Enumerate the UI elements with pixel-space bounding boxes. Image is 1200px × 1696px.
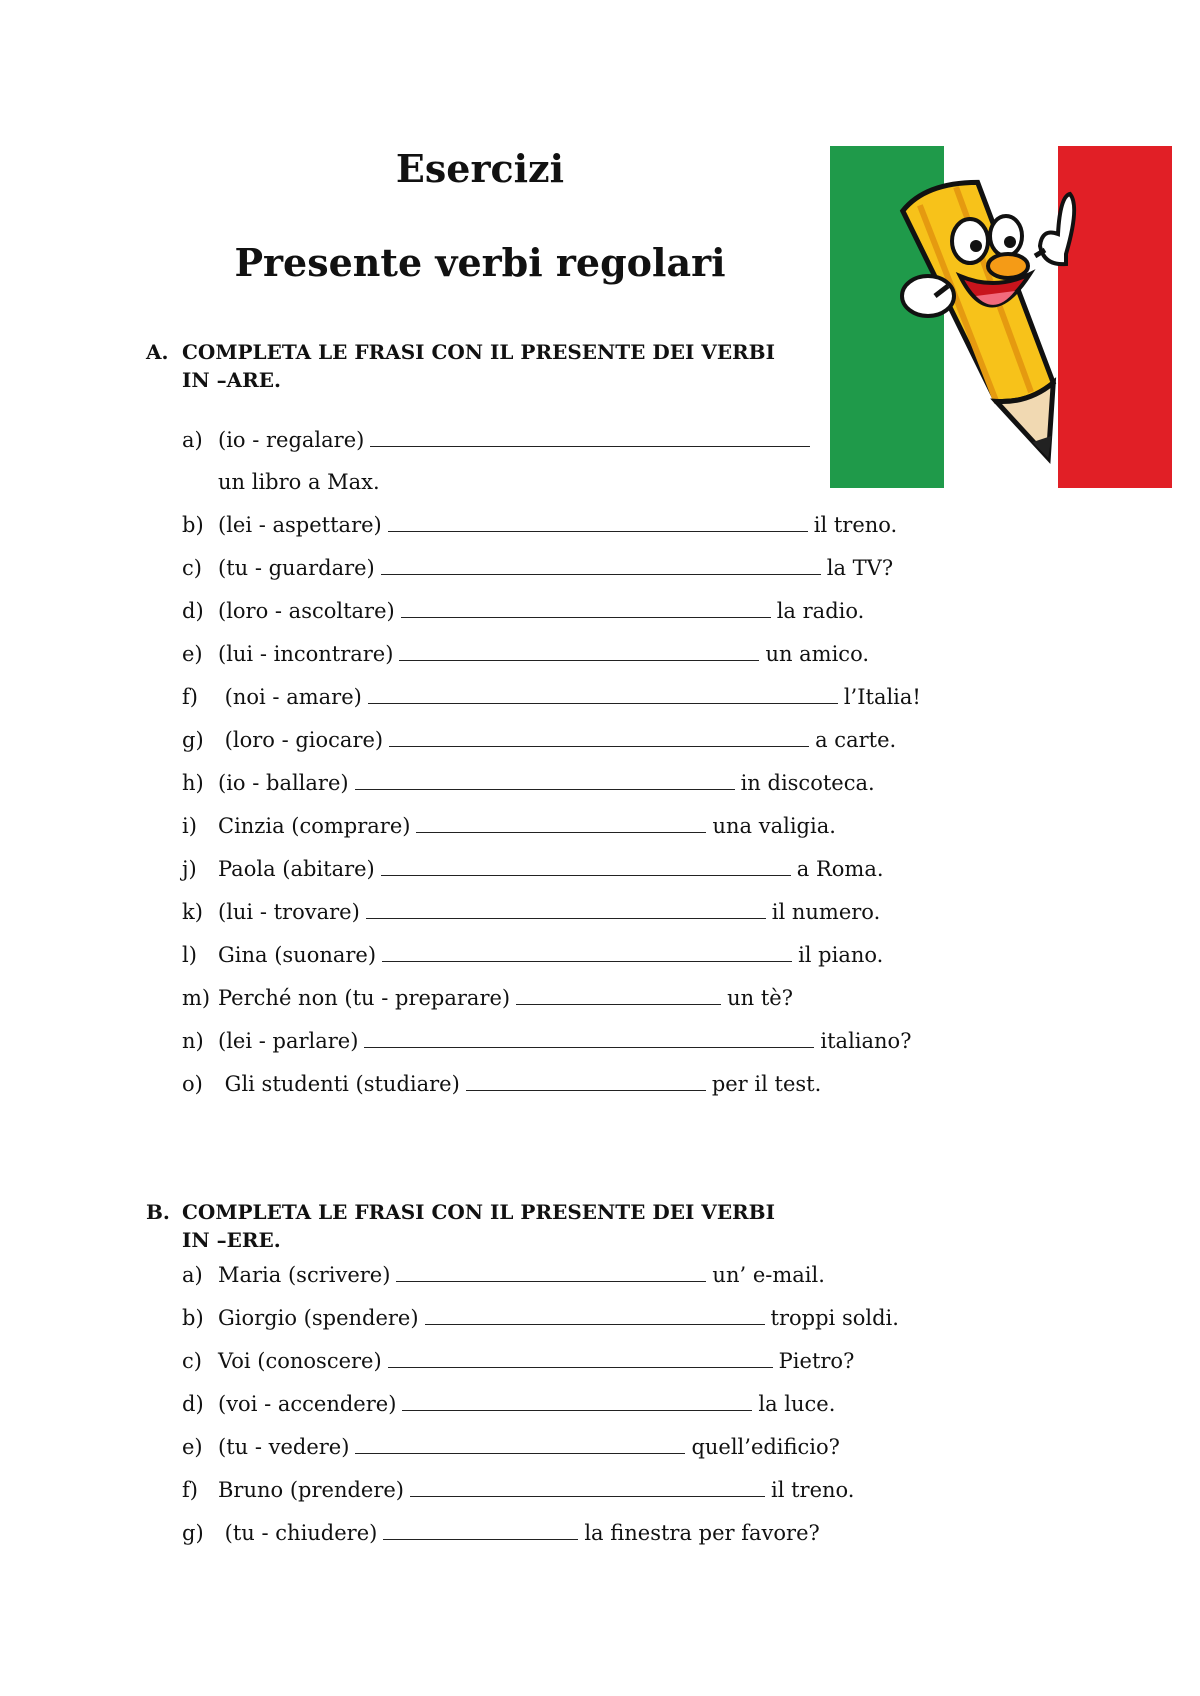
answer-blank[interactable] xyxy=(416,812,706,833)
answer-blank[interactable] xyxy=(402,1390,752,1411)
exercise-item: n) (lei - parlare) italiano? xyxy=(182,1029,912,1053)
answer-blank[interactable] xyxy=(368,683,838,704)
answer-blank[interactable] xyxy=(381,855,791,876)
answer-blank[interactable] xyxy=(401,597,771,618)
exercise-item: d) (loro - ascoltare) la radio. xyxy=(182,599,865,623)
answer-blank[interactable] xyxy=(516,984,721,1005)
exercise-item: m) Perché non (tu - preparare) un tè? xyxy=(182,986,793,1010)
answer-blank[interactable] xyxy=(355,1433,685,1454)
exercise-item: l) Gina (suonare) il piano. xyxy=(182,943,884,967)
exercise-item: e) (lui - incontrare) un amico. xyxy=(182,642,870,666)
answer-blank[interactable] xyxy=(370,426,810,447)
section-b-letter: B. xyxy=(146,1200,170,1224)
answer-blank[interactable] xyxy=(399,640,759,661)
exercise-item: o) Gli studenti (studiare) per il test. xyxy=(182,1072,822,1096)
pencil-mascot-flag-icon xyxy=(830,146,1172,488)
exercise-item: c) Voi (conoscere) Pietro? xyxy=(182,1349,855,1373)
answer-blank[interactable] xyxy=(466,1070,706,1091)
answer-blank[interactable] xyxy=(383,1519,578,1540)
exercise-item: b) (lei - aspettare) il treno. xyxy=(182,513,898,537)
answer-blank[interactable] xyxy=(381,554,821,575)
exercise-item: f) Bruno (prendere) il treno. xyxy=(182,1478,855,1502)
exercise-item: j) Paola (abitare) a Roma. xyxy=(182,857,884,881)
exercise-item: a) Maria (scrivere) un’ e-mail. xyxy=(182,1263,825,1287)
section-a-instruction: COMPLETA LE FRASI CON IL PRESENTE DEI VERBI IN –ARE. xyxy=(182,340,775,392)
answer-blank[interactable] xyxy=(355,769,735,790)
page-subtitle: Presente verbi regolari xyxy=(234,240,726,285)
section-a-letter: A. xyxy=(146,340,169,364)
answer-blank[interactable] xyxy=(364,1027,814,1048)
answer-blank[interactable] xyxy=(396,1261,706,1282)
answer-blank[interactable] xyxy=(388,511,808,532)
answer-blank[interactable] xyxy=(410,1476,765,1497)
exercise-item: a) (io - regalare) xyxy=(182,425,816,455)
exercise-item: e) (tu - vedere) quell’edificio? xyxy=(182,1435,840,1459)
exercise-item: c) (tu - guardare) la TV? xyxy=(182,556,894,580)
exercise-item-continuation: un libro a Max. xyxy=(218,470,380,494)
exercise-item: f) (noi - amare) l’Italia! xyxy=(182,685,921,709)
exercise-item: g) (tu - chiudere) la finestra per favore? xyxy=(182,1521,820,1545)
answer-blank[interactable] xyxy=(382,941,792,962)
exercise-item: i) Cinzia (comprare) una valigia. xyxy=(182,814,836,838)
exercise-item: b) Giorgio (spendere) troppi soldi. xyxy=(182,1306,899,1330)
section-b-heading xyxy=(146,1198,806,1254)
answer-blank[interactable] xyxy=(366,898,766,919)
exercise-item: g) (loro - giocare) a carte. xyxy=(182,728,897,752)
exercise-item: h) (io - ballare) in discoteca. xyxy=(182,771,875,795)
exercise-item: k) (lui - trovare) il numero. xyxy=(182,900,881,924)
page-title: Esercizi xyxy=(395,146,565,191)
section-b-instruction: COMPLETA LE FRASI CON IL PRESENTE DEI VERBI IN –ERE. xyxy=(182,1200,775,1252)
section-a-heading xyxy=(146,338,806,394)
answer-blank[interactable] xyxy=(389,726,809,747)
answer-blank[interactable] xyxy=(425,1304,765,1325)
exercise-item: d) (voi - accendere) la luce. xyxy=(182,1392,836,1416)
answer-blank[interactable] xyxy=(388,1347,773,1368)
